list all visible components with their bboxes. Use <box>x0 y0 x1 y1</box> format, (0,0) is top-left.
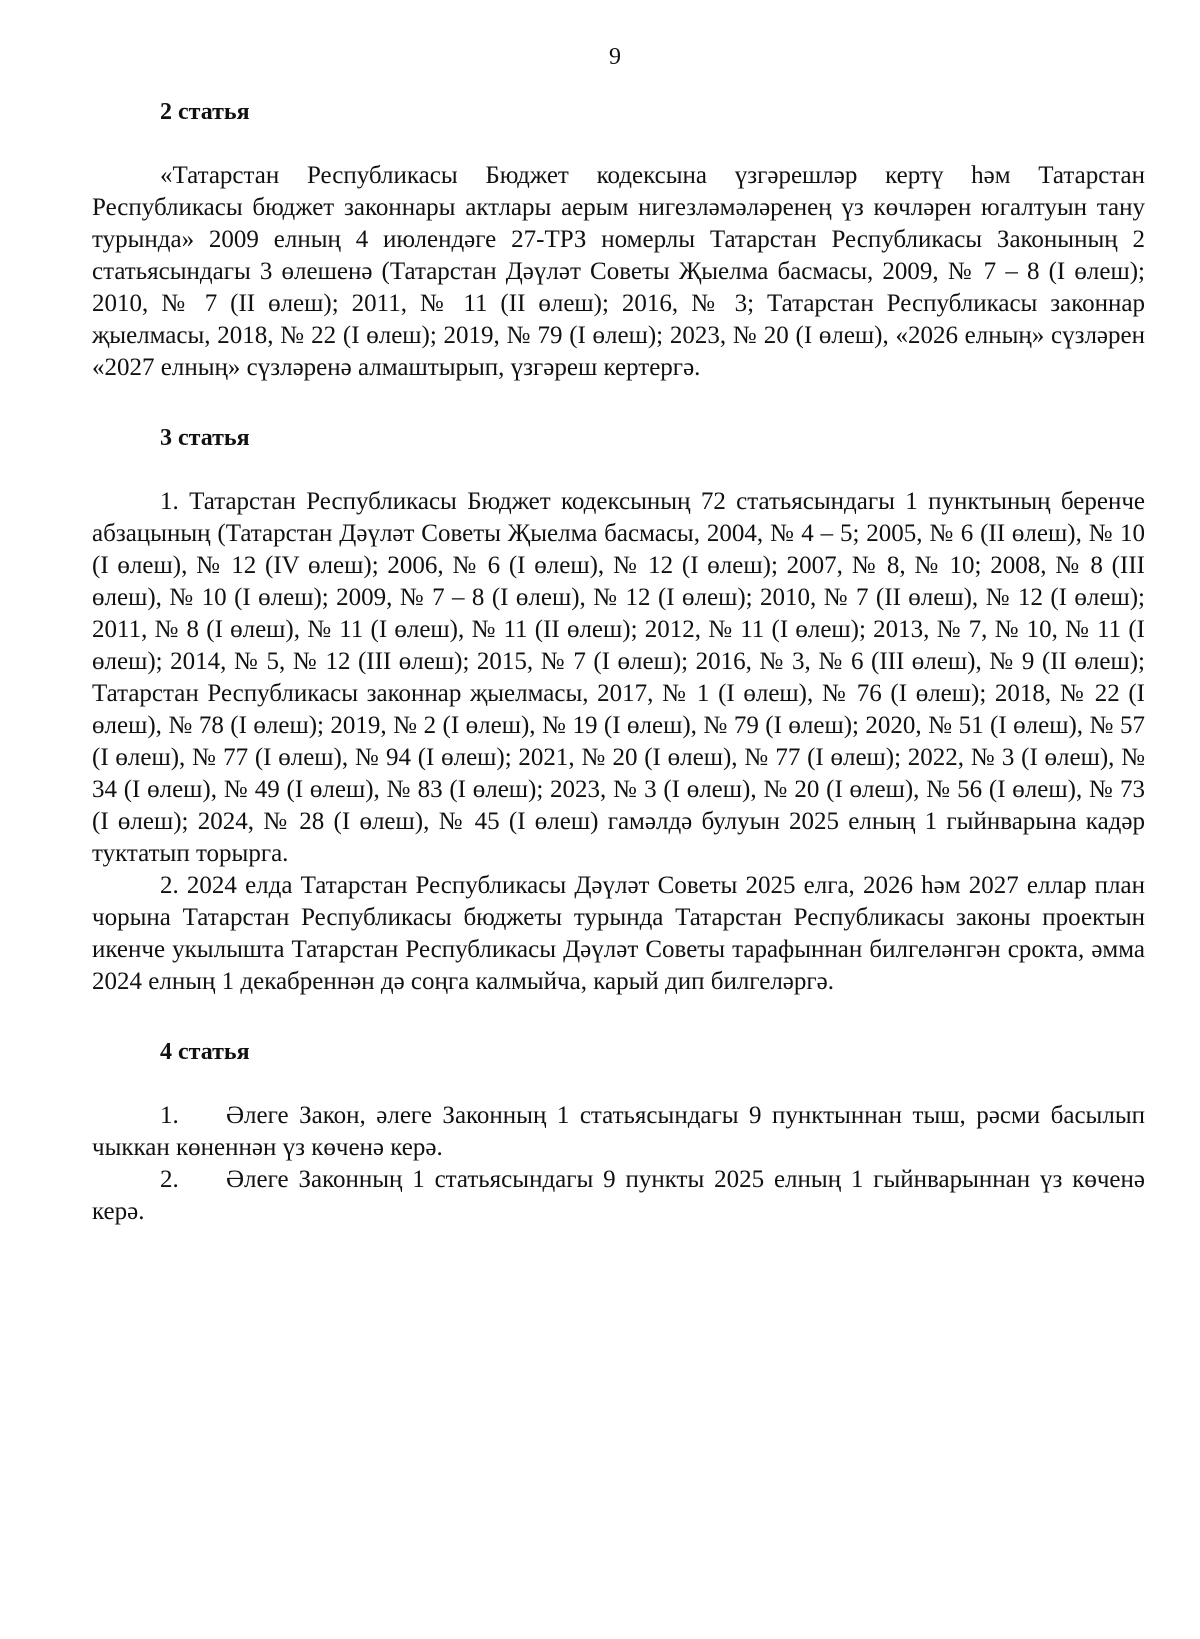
spacer <box>92 1068 1145 1100</box>
item-number: 1. <box>160 1102 179 1129</box>
article-2-heading: 2 статья <box>160 99 250 125</box>
page-number: 9 <box>609 44 621 70</box>
article-3-heading: 3 статья <box>160 425 250 451</box>
article-4-item-1 <box>92 1100 1145 1164</box>
article-4-item-2 <box>92 1164 1145 1228</box>
spacer <box>92 998 1145 1036</box>
spacer <box>92 454 1145 486</box>
spacer <box>92 128 1145 160</box>
article-2 <box>92 96 1145 384</box>
article-2-text: «Татарстан Республикасы Бюджет кодексына үзгәрешләр кертү һәм Татарстан Республикасы бюджет законнары актлары аерым нигезләмәләренең үз көчләрен югалтуын тану турында» 2009 елның 4 июлендәге 27-ТРЗ номерлы Татарстан Республикасы Законының 2 статьясындагы 3 өлешенә (Татарстан Дәүләт Советы Җыелма басмасы, 2009, № 7 – 8 (I өлеш); 2010, № 7 (II өлеш); 2011, № 11 (II өлеш); 2016, № 3; Татарстан Республикасы законнар җыелмасы, 2018, № 22 (I өлеш); 2019, № 79 (I өлеш); 2023, № 20 (I өлеш), «2026 елның» сүзләрен «2027 елның» сүзләренә алмаштырып, үзгәреш кертергә. <box>92 162 1145 381</box>
article-3 <box>92 422 1145 998</box>
article-3-paragraph-1: 1. Татарстан Республикасы Бюджет кодексының 72 статьясындагы 1 пунктының беренче абзацының (Татарстан Дәүләт Советы Җыелма басмасы, 2004, № 4 – 5; 2005, № 6 (II өлеш), № 10 (I өлеш), № 12 (IV өлеш); 2006, № 6 (I өлеш), № 12 (I өлеш); 2007, № 8, № 10; 2008, № 8 (III өлеш), № 10 (I өлеш); 2009, № 7 – 8 (I өлеш), № 12 (I өлеш); 2010, № 7 (II өлеш), № 12 (I өлеш); 2011, № 8 (I өлеш), № 11 (I өлеш), № 11 (II өлеш); 2012, № 11 (I өлеш); 2013, № 7, № 10, № 11 (I өлеш); 2014, № 5, № 12 (III өлеш); 2015, № 7 (I өлеш); 2016, № 3, № 6 (III өлеш), № 9 (II өлеш); Татарстан Республикасы законнар җыелмасы, 2017, № 1 (I өлеш), № 76 (I өлеш); 2018, № 22 (I өлеш), № 78 (I өлеш); 2019, № 2 (I өлеш), № 19 (I өлеш), № 79 (I өлеш); 2020, № 51 (I өлеш), № 57 (I өлеш), № 77 (I өлеш), № 94 (I өлеш); 2021, № 20 (I өлеш), № 77 (I өлеш); 2022, № 3 (I өлеш), № 34 (I өлеш), № 49 (I өлеш), № 83 (I өлеш); 2023, № 3 (I өлеш), № 20 (I өлеш), № 56 (I өлеш), № 73 (I өлеш); 2024, № 28 (I өлеш), № 45 (I өлеш) гамәлдә булуын 2025 елның 1 гыйнварына кадәр туктатып торырга. <box>92 488 1145 867</box>
spacer <box>92 384 1145 422</box>
article-3-paragraph-2: 2. 2024 елда Татарстан Республикасы Дәүләт Советы 2025 елга, 2026 һәм 2027 еллар план чорына Татарстан Республикасы бюджеты турында Татарстан Республикасы законы проектын икенче укылышта Татарстан Республикасы Дәүләт Советы тарафыннан билгеләнгән срокта, әмма 2024 елның 1 декабреннән дә соңга калмыйча, карый дип билгеләргә. <box>92 872 1145 995</box>
document-body <box>92 96 1145 1228</box>
item-text: Әлеге Законның 1 статьясындагы 9 пункты 2025 елның 1 гыйнварыннан үз көченә керә. <box>92 1166 1145 1225</box>
item-number: 2. <box>160 1166 179 1193</box>
article-4-heading: 4 статья <box>160 1039 250 1065</box>
item-text: Әлеге Закон, әлеге Законның 1 статьясындагы 9 пунктыннан тыш, рәсми басылып чыккан көненнән үз көченә керә. <box>92 1102 1145 1161</box>
article-4 <box>92 1036 1145 1228</box>
